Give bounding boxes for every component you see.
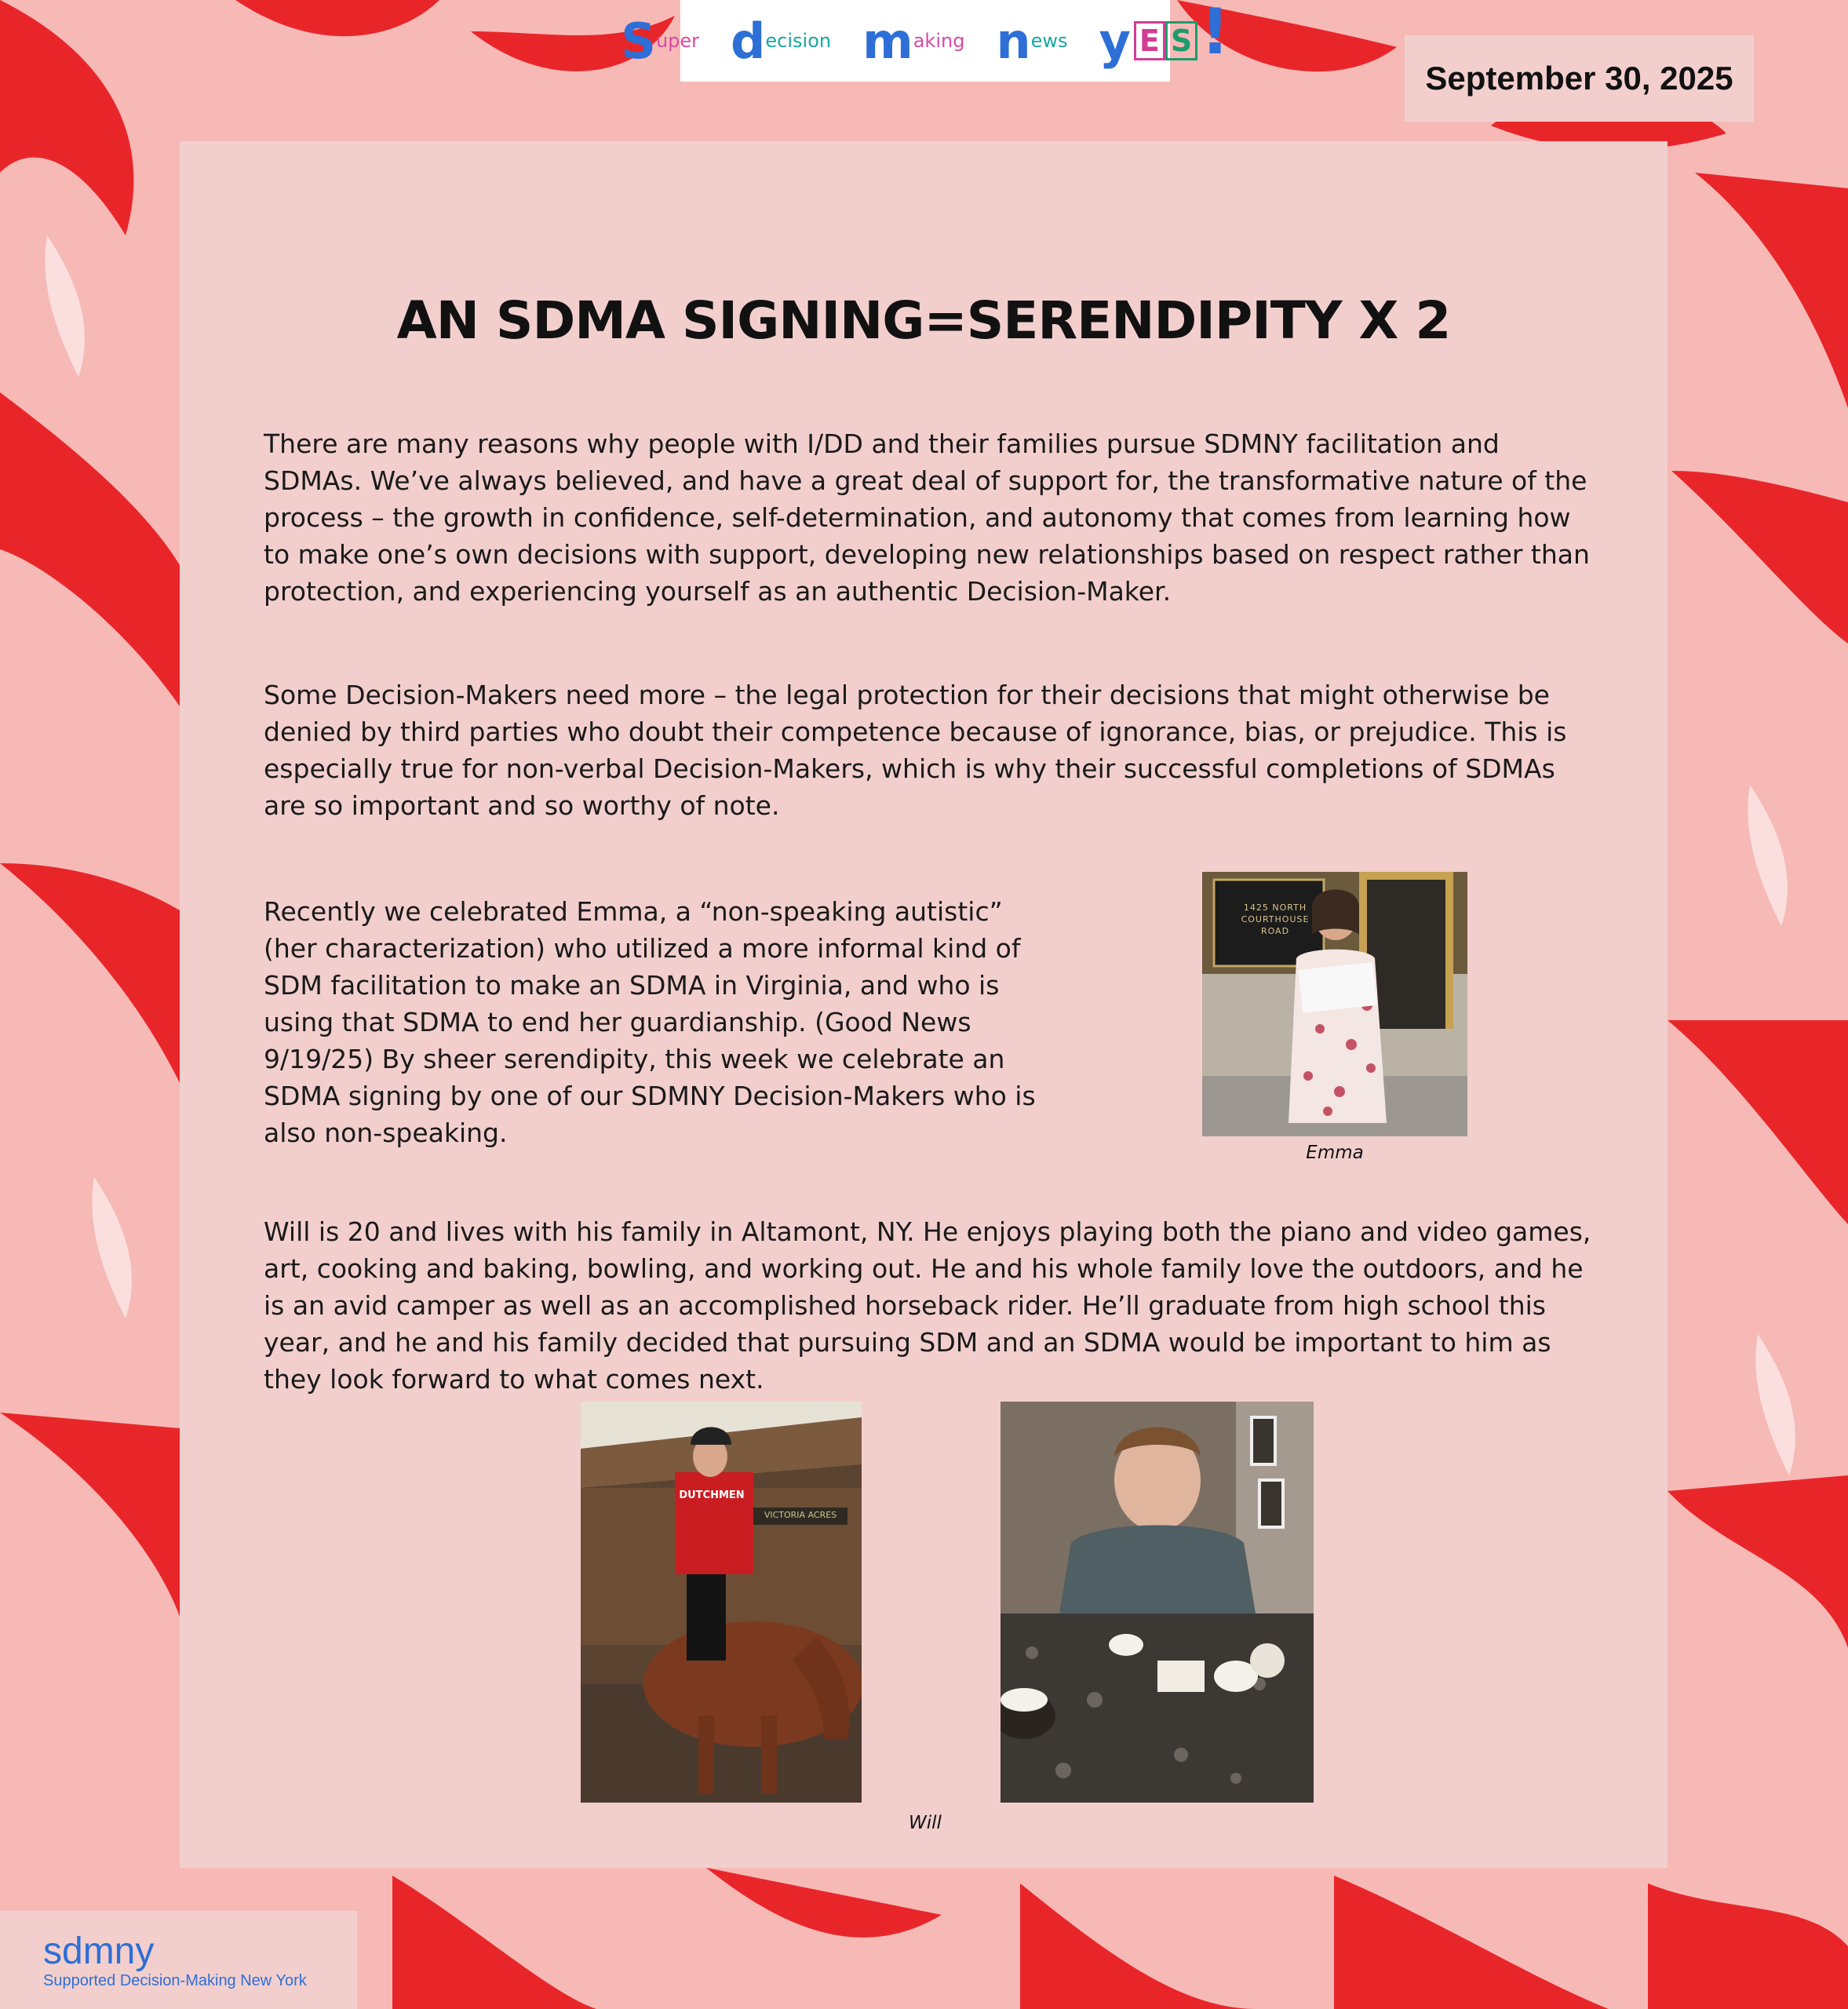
masthead-n: n [996,12,1031,70]
will-baking-photo [1001,1402,1314,1803]
emma-building-sign: 1425 NORTH COURTHOUSE ROAD [1241,902,1310,936]
masthead-s: S [621,12,656,70]
masthead-uper: uper [655,30,700,52]
masthead-yes-y: y [1099,12,1131,70]
will-caption: Will [909,1813,942,1833]
article-title: AN SDMA SIGNING=SERENDIPITY X 2 [396,290,1451,351]
newsletter-masthead [621,0,1230,82]
sdmny-logo: sdmny [43,1931,155,1972]
emma-caption: Emma [1306,1143,1364,1163]
paragraph-2: Some Decision-Makers need more – the legal protection for their decisions that might otherwise be denied by third parties who doubt their competence because of ignorance, bias, or prejudice. This is especially true for non-verbal Decision-Makers, which is why their successful completions of SDMAs are so important and so worthy of note. [264,680,1567,821]
sdmny-footer [0,1911,357,2009]
will-shirt-text: DUTCHMEN [679,1489,745,1501]
paragraph-3: Recently we celebrated Emma, a “non-speaking autistic” (her characterization) who utilized a more informal kind of SDM facilitation to make an SDMA in Virginia, and who is using that SDMA to end her guardianship. (Good News 9/19/25) By sheer serendipity, this week we celebrate an SDMA signing by one of our SDMNY Decision-Makers who is also non-speaking. [264,896,1036,1148]
masthead-yes-e: E [1134,21,1165,60]
emma-photo [1202,872,1467,1136]
article-panel [180,141,1668,1868]
issue-date: September 30, 2025 [1405,35,1754,122]
arena-sign: VICTORIA ACRES [764,1510,837,1520]
masthead-ecision: ecision [765,30,832,52]
masthead-yes-bang: ! [1201,0,1230,68]
paragraph-4: Will is 20 and lives with his family in Altamont, NY. He enjoys playing both the piano and video games, art, cooking and baking, bowling, and working out. He and his whole family love the outdoors, and he is an avid camper as well as an accomplished horseback rider. He’ll graduate from high school this year, and he and his family decided that pursuing SDM and an SDMA would be important to him as they look forward to what comes next. [264,1216,1591,1395]
masthead-yes-s: S [1165,21,1197,60]
masthead-d: d [731,12,766,70]
masthead-aking: aking [913,30,965,52]
sdmny-tagline: Supported Decision-Making New York [43,1972,307,1989]
will-horseback-photo [581,1402,862,1803]
paragraph-1: There are many reasons why people with I/DD and their families pursue SDMNY facilitation and SDMAs. We’ve always believed, and have a great deal of support for, the transformative nature of the process – the growth in confidence, self-determination, and autonomy that comes from learning how to make one’s own decisions with support, developing new relationships based on respect rather than protection, and experiencing yourself as an authentic Decision-Maker. [264,428,1590,607]
masthead-m: m [862,12,913,70]
masthead-ews: ews [1030,30,1068,52]
